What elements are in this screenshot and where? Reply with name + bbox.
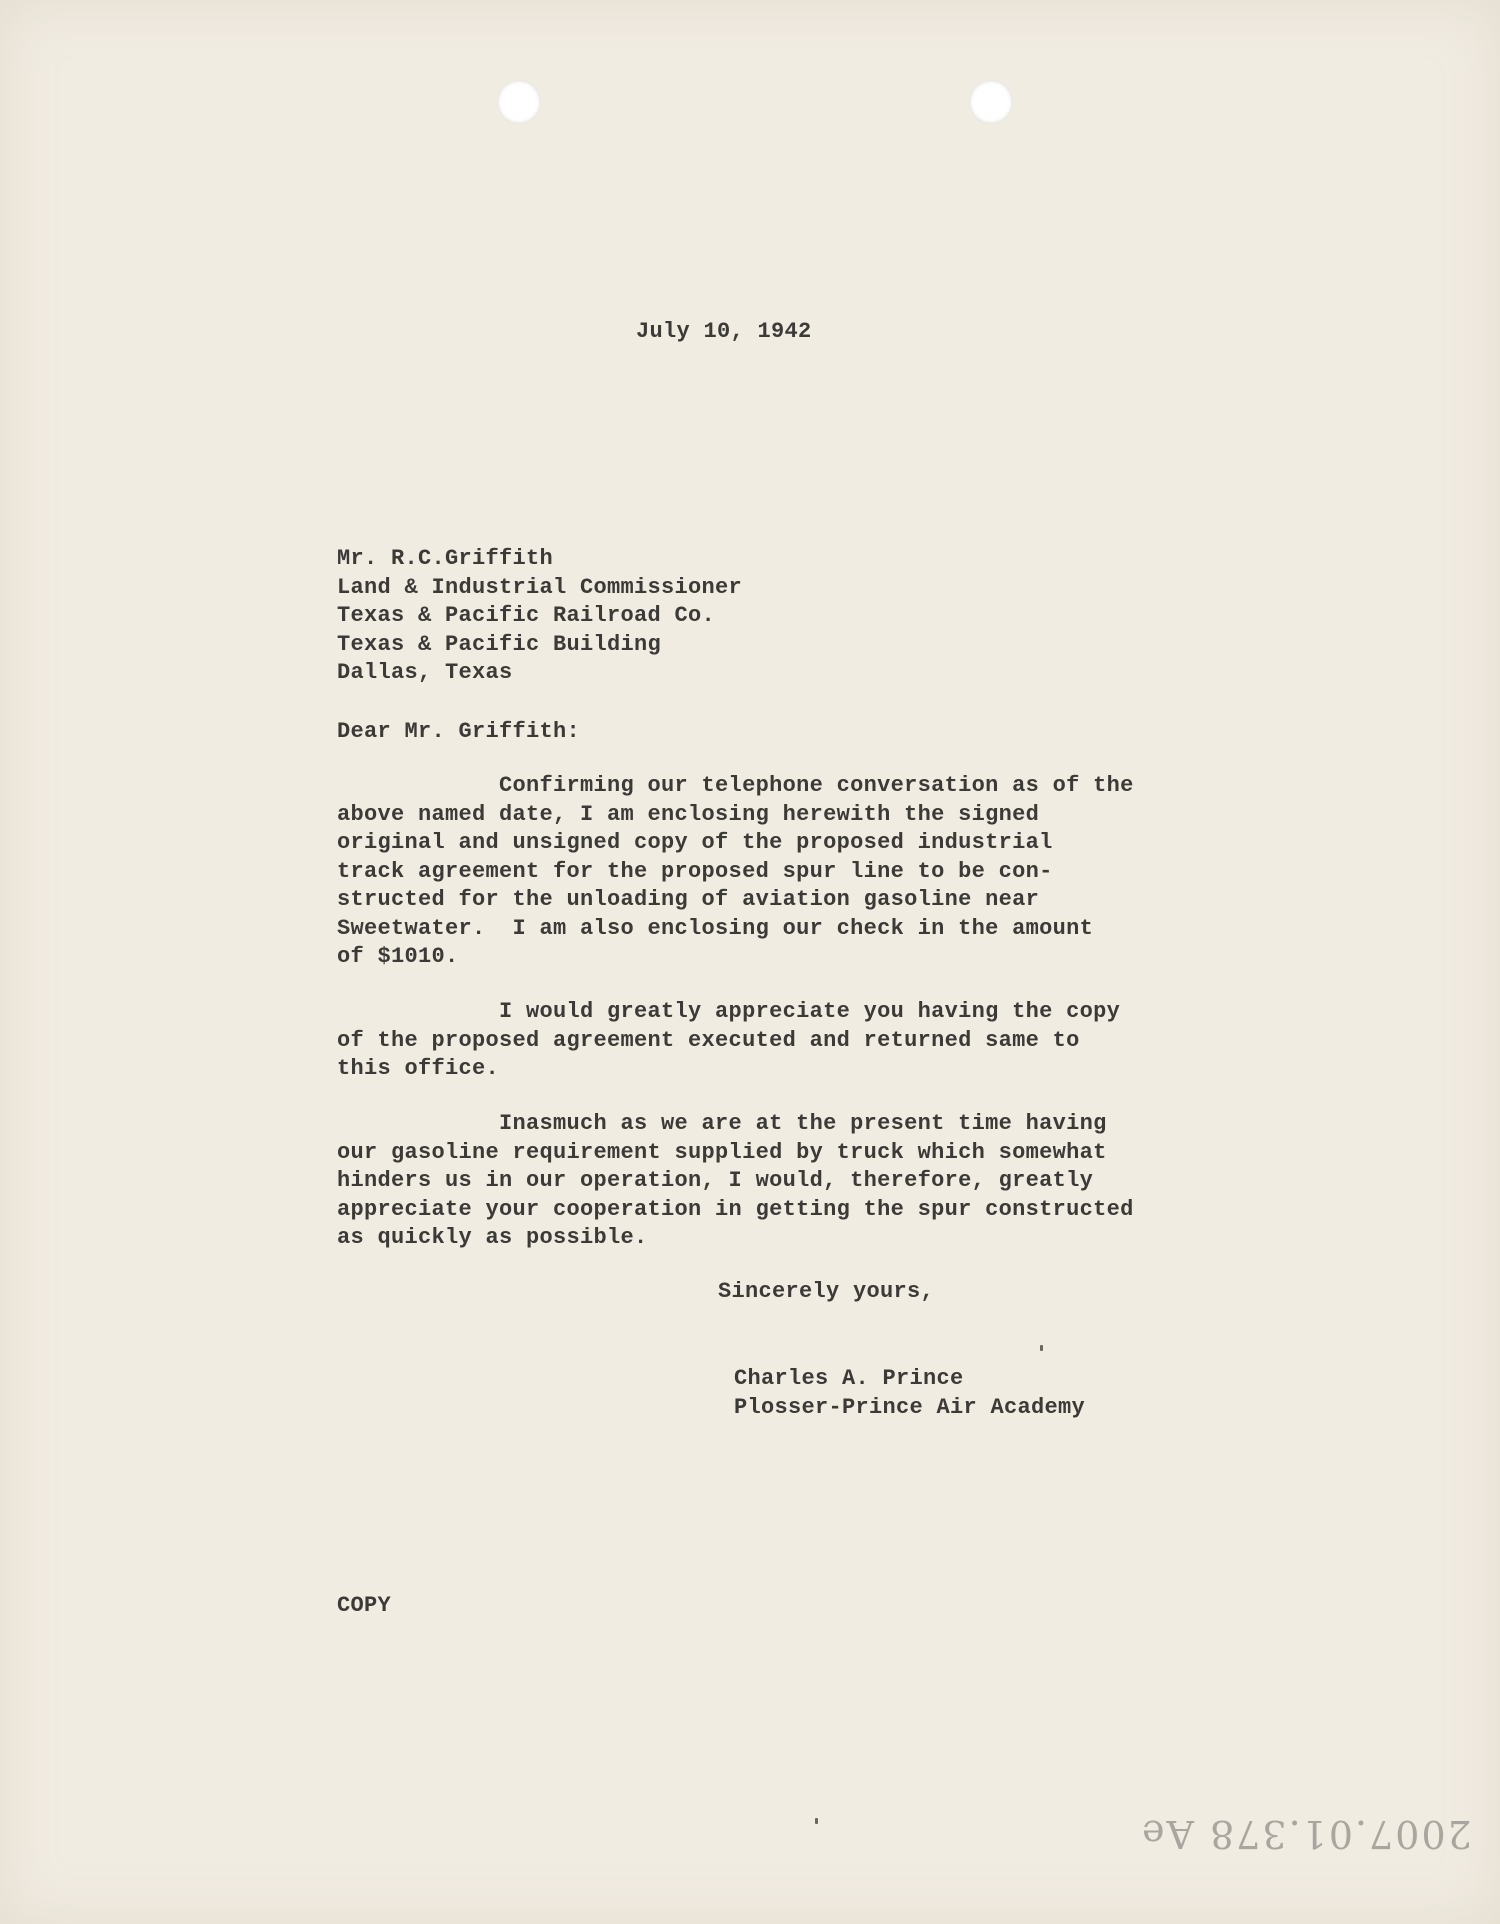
recipient-address xyxy=(337,545,742,688)
address-line: Land & Industrial Commissioner xyxy=(337,574,743,600)
paper-speck xyxy=(1040,1345,1043,1351)
body-paragraph: Inasmuch as we are at the present time having our gasoline requirement supplied by truck which somewhat hinders us in our operation, I would, therefore, greatly appreciate your cooperation in getting the spur constructed as quickly as possible. xyxy=(337,1111,1134,1250)
signer-name: Charles A. Prince xyxy=(734,1366,964,1391)
address-line: Dallas, Texas xyxy=(337,660,513,685)
punch-hole-right xyxy=(969,80,1013,124)
signer-organization: Plosser-Prince Air Academy xyxy=(734,1394,1086,1420)
letter-date: July 10, 1942 xyxy=(636,319,812,344)
punch-hole-left xyxy=(497,80,541,124)
body-paragraph: Confirming our telephone conversation as of the above named date, I am enclosing herewith the signed original and unsigned copy of the proposed industrial track agreement for the proposed spur line to be con- structed for the unloading of aviation gasoline near Sweetwater. I am also enclosing our check in the amount of $1010. xyxy=(337,773,1134,969)
address-line: Mr. R.C.Griffith xyxy=(337,546,554,571)
body-paragraph: I would greatly appreciate you having the copy of the proposed agreement executed and returned same to this office. xyxy=(337,999,1121,1081)
archive-number: 2007.01.378 Ae xyxy=(1140,1812,1472,1856)
complimentary-close: Sincerely yours, xyxy=(718,1279,935,1304)
paper-speck xyxy=(815,1818,818,1824)
copy-mark: COPY xyxy=(337,1593,392,1618)
address-line: Texas & Pacific Building xyxy=(337,631,662,657)
salutation: Dear Mr. Griffith: xyxy=(337,719,581,744)
signature-block xyxy=(734,1365,1085,1422)
address-line: Texas & Pacific Railroad Co. xyxy=(337,603,716,628)
